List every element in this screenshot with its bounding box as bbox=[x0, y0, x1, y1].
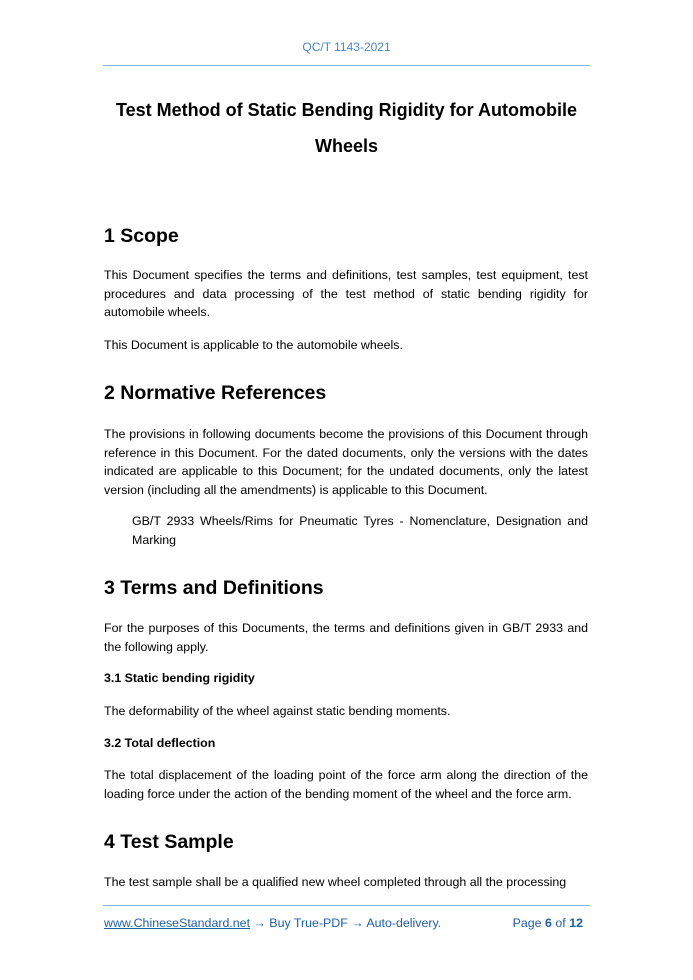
page-indicator bbox=[513, 916, 583, 930]
document-title bbox=[103, 92, 590, 164]
term-heading-static-bending-rigidity: 3.1 Static bending rigidity bbox=[104, 671, 255, 685]
footer-promo-text: → Buy True-PDF → Auto-delivery. bbox=[250, 916, 442, 930]
scope-paragraph-1: This Document specifies the terms and definitions, test samples, test equipment, test procedures and data processing of the test method of static bending rigidity for automobile wheels. bbox=[104, 268, 588, 319]
footer-promo bbox=[104, 916, 441, 930]
section-heading-test-sample: 4 Test Sample bbox=[104, 831, 234, 853]
of-label: of bbox=[555, 916, 566, 930]
title-line-2: Wheels bbox=[314, 136, 379, 156]
page-total: 12 bbox=[569, 916, 583, 930]
reference-item-gbt2933: GB/T 2933 Wheels/Rims for Pneumatic Tyres - Nomenclature, Designation and Marking bbox=[132, 514, 588, 547]
section-heading-scope: 1 Scope bbox=[104, 225, 179, 247]
scope-paragraph-2: This Document is applicable to the automobile wheels. bbox=[104, 338, 403, 352]
term-heading-total-deflection: 3.2 Total deflection bbox=[104, 736, 216, 750]
section-heading-terms: 3 Terms and Definitions bbox=[104, 577, 324, 599]
footer-divider bbox=[103, 905, 590, 906]
title-line-1: Test Method of Static Bending Rigidity for Automobile bbox=[116, 100, 577, 120]
website-link[interactable]: www.ChineseStandard.net bbox=[104, 916, 251, 930]
references-paragraph: The provisions in following documents become the provisions of this Document through reference in this Document. For the dated documents, only the versions with the dates indicated are applicable to this Document; for the undated documents, only the latest version (including all the amendments) is applicable to this Document. bbox=[104, 427, 588, 497]
section-heading-normative-references: 2 Normative References bbox=[104, 382, 327, 404]
test-sample-paragraph: The test sample shall be a qualified new wheel completed through all the processing bbox=[104, 875, 567, 889]
page-number: 6 bbox=[545, 916, 552, 930]
header-divider bbox=[103, 65, 590, 66]
term-text-total-deflection: The total displacement of the loading point of the force arm along the direction of the loading force under the action of the bending moment of the wheel and the force arm. bbox=[104, 768, 588, 801]
terms-paragraph: For the purposes of this Documents, the terms and definitions given in GB/T 2933 and the following apply. bbox=[104, 621, 588, 654]
page-label: Page bbox=[512, 916, 542, 930]
document-code-header: QC/T 1143-2021 bbox=[302, 40, 391, 54]
term-text-static-bending-rigidity: The deformability of the wheel against static bending moments. bbox=[104, 704, 451, 718]
